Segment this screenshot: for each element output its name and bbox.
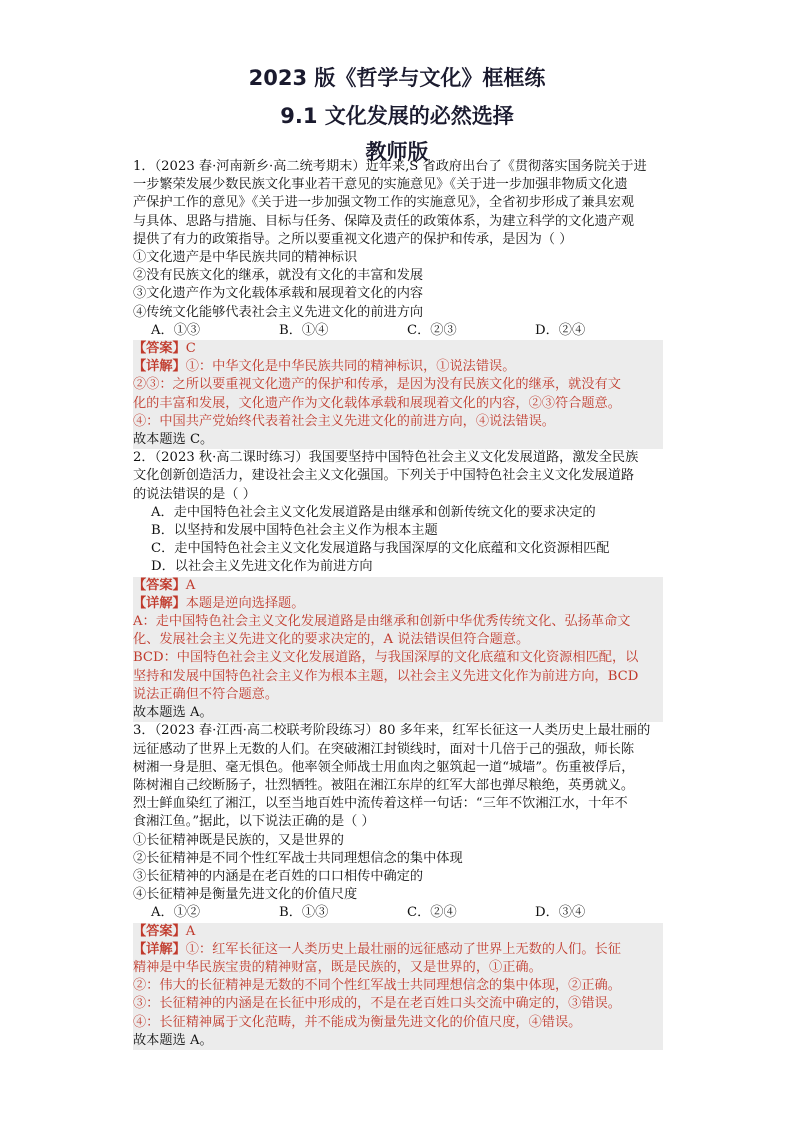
detail-line: ③：长征精神的内涵是在长征中形成的，不是在老百姓口头交流中确定的，③错误。 <box>133 996 621 1012</box>
option-b: B．以坚持和发展中国特色社会主义作为根本主题 <box>151 523 438 539</box>
option-c: C．②④ <box>407 905 457 921</box>
question-stem-line: 食湘江鱼。”据此，以下说法正确的是（ ） <box>133 814 375 830</box>
section-title: 9.1 文化发展的必然选择 <box>280 104 514 128</box>
question-stem-line: 一步繁荣发展少数民族文化事业若干意见的实施意见》《关于进一步加强非物质文化遗 <box>133 177 628 193</box>
option-c: C．走中国特色社会主义文化发展道路与我国深厚的文化底蕴和文化资源相匹配 <box>151 541 610 557</box>
detail-line: A：走中国特色社会主义文化发展道路是由继承和创新中华优秀传统文化、弘扬革命文 <box>133 614 631 630</box>
statement-item: ③长征精神的内涵是在老百姓的口口相传中确定的 <box>133 868 424 884</box>
question-3 <box>133 722 663 1050</box>
question-stem-line: 烈士鲜血染红了湘江，以至当地百姓中流传着这样一句话：“三年不饮湘江水，十年不 <box>133 796 628 812</box>
option-a: A．走中国特色社会主义文化发展道路是由继承和创新传统文化的要求决定的 <box>151 504 596 520</box>
question-2 <box>133 449 663 722</box>
statement-item: ①长征精神既是民族的，又是世界的 <box>133 832 344 848</box>
question-stem-line: 树湘一身是胆、毫无惧色。他率领全师战士用血肉之躯筑起一道“城墙”。伤重被俘后， <box>133 759 635 775</box>
question-stem-line: 与具体、思路与措施、目标与任务、保障及责任的政策体系，为建立科学的文化遗产观 <box>133 213 635 229</box>
answer-block <box>133 923 663 1050</box>
question-stem-line: 的说法错误的是（ ） <box>133 486 256 502</box>
answer-tag: 【答案】 <box>133 577 186 593</box>
answer-block <box>133 340 663 449</box>
detail-line: 说法正确但不符合题意。 <box>133 686 279 702</box>
option-b: B．①③ <box>279 905 329 921</box>
detail-tag: 【详解】 <box>133 595 186 611</box>
answer-options <box>133 904 663 922</box>
option-d: D．以社会主义先进文化作为前进方向 <box>151 559 373 575</box>
detail-tag: 【详解】 <box>133 941 186 957</box>
answer-options <box>133 322 663 340</box>
statement-item: ④长征精神是衡量先进文化的价值尺度 <box>133 887 358 903</box>
detail-line: 化、发展社会主义先进文化的要求决定的，A 说法错误但符合题意。 <box>133 632 530 648</box>
question-stem-line: 提供了有力的政策指导。之所以要重视文化遗产的保护和传承，是因为（ ） <box>133 231 573 247</box>
question-stem-line: 3．（2023 春·江西·高二校联考阶段练习）80 多年来，红军长征这一人类历史上最壮丽的 <box>133 723 651 739</box>
detail-tag: 【详解】 <box>133 359 186 375</box>
question-1 <box>133 158 663 449</box>
statement-item: ②没有民族文化的继承，就没有文化的丰富和发展 <box>133 268 424 284</box>
answer-value: A <box>185 923 196 939</box>
conclusion: 故本题选 A。 <box>133 705 213 721</box>
detail-line: ②③：之所以要重视文化遗产的保护和传承，是因为没有民族文化的继承，就没有文 <box>133 377 621 393</box>
detail-line: ④：长征精神属于文化范畴，并不能成为衡量先进文化的价值尺度，④错误。 <box>133 1014 582 1030</box>
conclusion: 故本题选 A。 <box>133 1032 213 1048</box>
statement-item: ①文化遗产是中华民族共同的精神标识 <box>133 250 358 266</box>
question-stem-line: 远征感动了世界上无数的人们。在突破湘江封锁线时，面对十几倍于己的强敌，师长陈 <box>133 741 635 757</box>
detail-line: 精神是中华民族宝贵的精神财富，既是民族的，又是世界的，①正确。 <box>133 959 542 975</box>
option-b: B．①④ <box>279 322 329 338</box>
detail-line: ④：中国共产党始终代表着社会主义先进文化的前进方向，④说法错误。 <box>133 413 555 429</box>
detail-line: ①：中华文化是中华民族共同的精神标识，①说法错误。 <box>185 359 516 375</box>
answer-value: C <box>185 341 196 357</box>
edition-label: 教师版 <box>365 140 429 164</box>
option-d: D．③④ <box>535 905 586 921</box>
page-title: 2023 版《哲学与文化》框框练 <box>248 66 546 90</box>
statement-item: ③文化遗产作为文化载体承载和展现着文化的内容 <box>133 286 424 302</box>
answer-block <box>133 577 663 723</box>
question-stem-line: 2．（2023 秋·高二课时练习）我国要坚持中国特色社会主义文化发展道路，激发全民族 <box>133 450 639 466</box>
detail-intro: 本题是逆向选择题。 <box>185 595 305 611</box>
question-stem-line: 文化创新创造活力，建设社会主义文化强国。下列关于中国特色社会主义文化发展道路 <box>133 468 635 484</box>
detail-line: 化的丰富和发展，文化遗产作为文化载体承载和展现着文化的内容，②③符合题意。 <box>133 395 621 411</box>
conclusion: 故本题选 C。 <box>133 432 214 448</box>
detail-line: ①：红军长征这一人类历史上最壮丽的远征感动了世界上无数的人们。长征 <box>185 941 621 957</box>
option-d: D．②④ <box>535 322 586 338</box>
document-body <box>133 158 663 1050</box>
option-a: A．①② <box>151 905 201 921</box>
detail-line: ②：伟大的长征精神是无数的不同个性红军战士共同理想信念的集中体现，②正确。 <box>133 978 621 994</box>
question-stem-line: 产保护工作的意见》《关于进一步加强文物工作的实施意见》，全省初步形成了兼具宏观 <box>133 195 635 211</box>
answer-tag: 【答案】 <box>133 341 186 357</box>
statement-item: ④传统文化能够代表社会主义先进文化的前进方向 <box>133 304 424 320</box>
question-stem-line: 陈树湘自己绞断肠子，壮烈牺牲。被阻在湘江东岸的红军大部也弹尽粮绝，英勇就义。 <box>133 777 635 793</box>
statement-item: ②长征精神是不同个性红军战士共同理想信念的集中体现 <box>133 850 463 866</box>
question-stem-line: 1．（2023 春·河南新乡·高二统考期末）近年来,S 省政府出台了《贯彻落实国务院关于进 <box>133 159 647 174</box>
answer-tag: 【答案】 <box>133 923 186 939</box>
option-a: A．①③ <box>151 322 201 338</box>
option-c: C．②③ <box>407 322 457 338</box>
answer-value: A <box>185 577 196 593</box>
detail-line: 坚持和发展中国特色社会主义作为根本主题，以社会主义先进文化作为前进方向，BCD <box>133 668 639 684</box>
detail-line: BCD：中国特色社会主义文化发展道路，与我国深厚的文化底蕴和文化资源相匹配，以 <box>133 650 639 666</box>
